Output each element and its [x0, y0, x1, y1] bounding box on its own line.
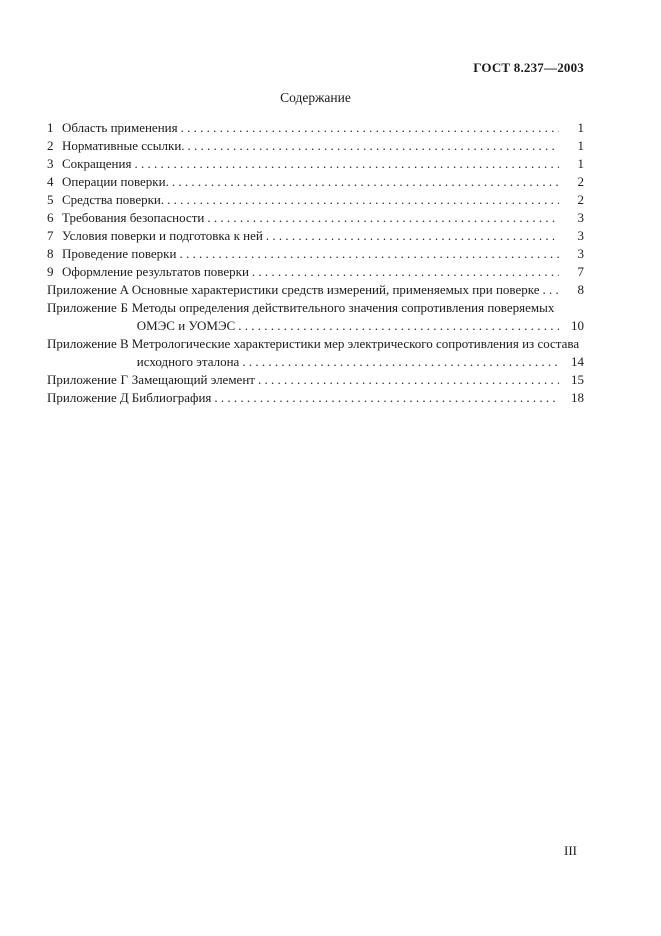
dot-leader [214, 389, 559, 407]
toc-entry [47, 191, 584, 209]
dot-leader [207, 209, 559, 227]
appendix-title: Метрологические характеристики мер электрического сопротивления из состава [131, 336, 580, 351]
entry-title: Условия поверки и подготовка к ней [62, 228, 263, 243]
dot-leader [242, 353, 559, 371]
entry-number: 4 [47, 174, 54, 189]
appendix-title-continuation: ОМЭС и УОМЭС [136, 318, 236, 333]
entry-number: 3 [47, 156, 54, 171]
appendix-letter: Г [120, 372, 129, 387]
entry-title: Область применения [62, 120, 178, 135]
appendix-label: Приложение [47, 282, 117, 297]
dot-leader [134, 155, 559, 173]
entry-title: Проведение поверки [62, 246, 177, 261]
entry-number: 2 [47, 138, 54, 153]
appendix-title-continuation-line [132, 317, 584, 335]
toc-entry [47, 137, 584, 155]
dot-leader [252, 263, 559, 281]
appendix-label: Приложение [47, 300, 117, 315]
entry-number: 6 [47, 210, 54, 225]
appendix-title: Основные характеристики средств измерений, применяемых при поверке [131, 282, 540, 297]
entry-page: 14 [571, 354, 584, 369]
entry-number: 1 [47, 120, 54, 135]
appendix-letter: Д [119, 390, 129, 405]
entry-page: 3 [577, 210, 584, 225]
entry-number: 7 [47, 228, 54, 243]
dot-leader [181, 119, 559, 137]
entry-number: 5 [47, 192, 54, 207]
appendix-entry [47, 281, 584, 299]
page-number-footer: III [564, 843, 577, 858]
entry-page: 2 [577, 174, 584, 189]
entry-page: 1 [577, 120, 584, 135]
entry-page: 18 [571, 390, 584, 405]
dot-leader [172, 173, 559, 191]
entry-title: Оформление результатов поверки [62, 264, 249, 279]
entry-page: 8 [577, 282, 584, 297]
appendix-entry [47, 389, 584, 407]
toc-entry [47, 119, 584, 137]
table-of-contents [47, 119, 584, 407]
appendix-title: Методы определения действительного значения сопротивления поверяемых [131, 300, 555, 315]
appendix-body [132, 299, 584, 335]
doc-code: ГОСТ 8.237—2003 [473, 60, 584, 75]
dot-leader [543, 281, 559, 299]
dot-leader [238, 317, 559, 335]
toc-entry [47, 173, 584, 191]
appendix-letter: В [119, 336, 129, 351]
appendix-body [132, 335, 584, 371]
dot-leader [188, 137, 559, 155]
toc-entry [47, 245, 584, 263]
appendix-label: Приложение [47, 372, 117, 387]
toc-entry [47, 155, 584, 173]
entry-page: 3 [577, 246, 584, 261]
entry-page: 15 [571, 372, 584, 387]
appendix-entry [47, 335, 584, 371]
entry-title: Средства поверки. [62, 192, 165, 207]
appendix-title-continuation: исходного эталона [136, 354, 240, 369]
dot-leader [258, 371, 559, 389]
appendix-label: Приложение [47, 390, 117, 405]
appendix-title: Библиография [131, 390, 212, 405]
toc-entry [47, 263, 584, 281]
entry-title: Требования безопасности [62, 210, 205, 225]
entry-page: 1 [577, 138, 584, 153]
entry-title: Операции поверки. [62, 174, 169, 189]
entry-number: 9 [47, 264, 54, 279]
dot-leader [167, 191, 559, 209]
entry-number: 8 [47, 246, 54, 261]
entry-page: 1 [577, 156, 584, 171]
appendix-label: Приложение [47, 336, 117, 351]
toc-entry [47, 209, 584, 227]
entry-page: 7 [577, 264, 584, 279]
appendix-entry [47, 371, 584, 389]
entry-title: Сокращения [62, 156, 132, 171]
dot-leader [179, 245, 559, 263]
entry-title: Нормативные ссылки. [62, 138, 185, 153]
appendix-letter: Б [120, 300, 129, 315]
contents-title: Содержание [280, 90, 351, 105]
entry-page: 3 [577, 228, 584, 243]
toc-entry [47, 227, 584, 245]
appendix-title-continuation-line [132, 353, 584, 371]
appendix-letter: А [119, 282, 129, 297]
entry-page: 2 [577, 192, 584, 207]
appendix-entry [47, 299, 584, 335]
appendix-title: Замещающий элемент [131, 372, 255, 387]
dot-leader [266, 227, 559, 245]
entry-page: 10 [571, 318, 584, 333]
